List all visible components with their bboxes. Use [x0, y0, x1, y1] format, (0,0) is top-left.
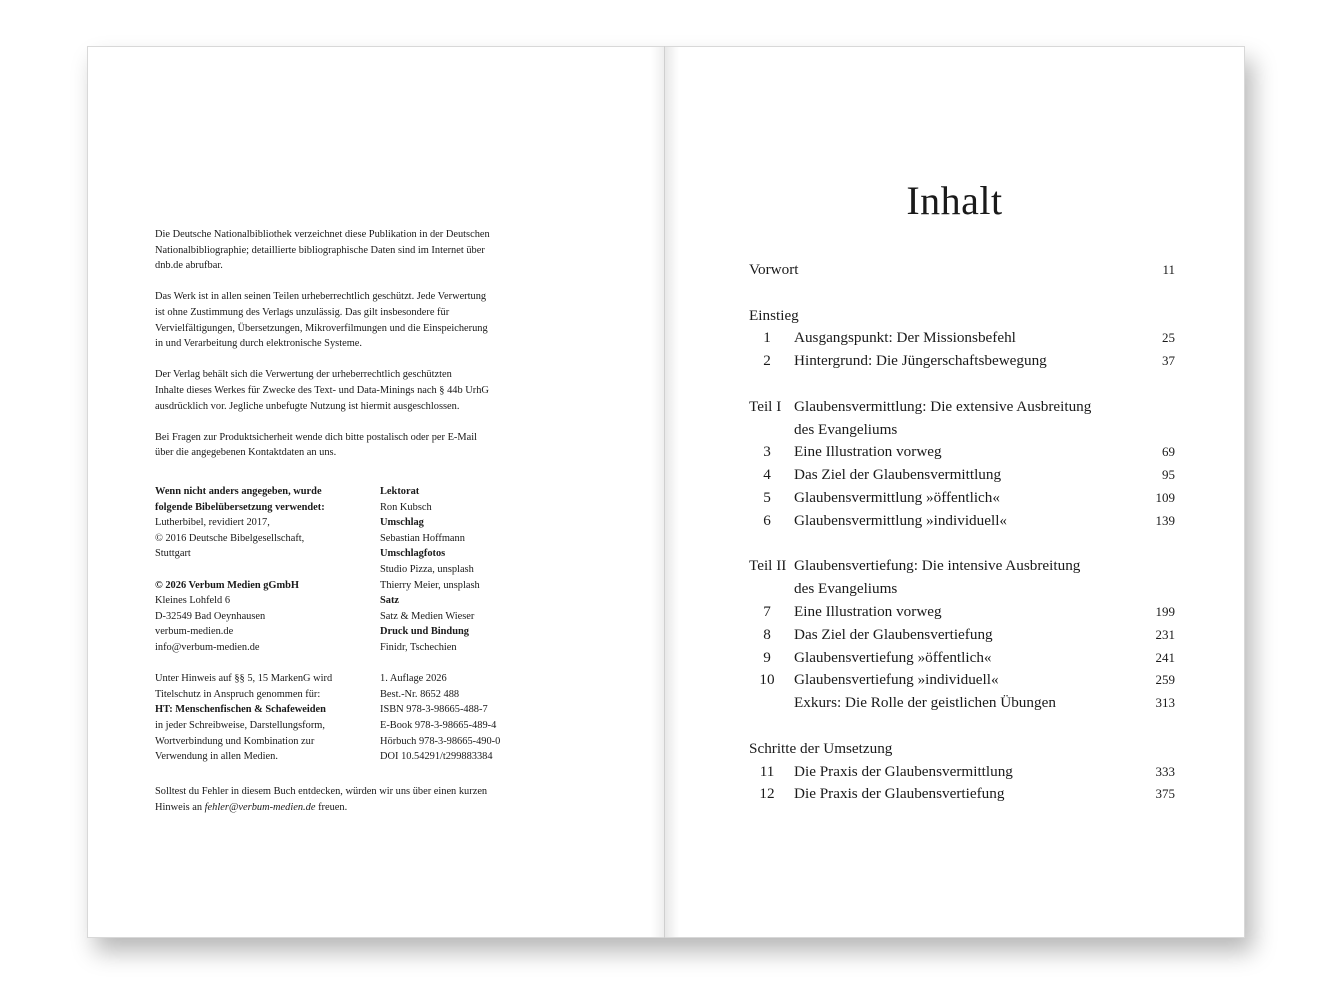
toc-entry: 5 Glaubensvermittlung »öffentlich« 109	[749, 487, 1093, 510]
toc-entry: 11 Die Praxis der Glaubensvermittlung 333	[749, 761, 1093, 784]
toc-entry: 8 Das Ziel der Glaubensvertiefung 231	[749, 624, 1093, 647]
publisher-name: © 2026 Verbum Medien gGmbH	[155, 579, 300, 591]
credit-label: Druck und Bindung	[380, 626, 469, 638]
tdm-notice: Der Verlag behält sich die Verwertung der urheberrechtlich geschützten Inhalte dieses Werkes für Zwecke des Text- und Data-Minings nach § 44b UrhG ausdrücklich vor. Jegliche unbefugte Nutzung ist hiermit ausgeschlossen.	[155, 369, 489, 412]
page-number: 11	[1162, 262, 1175, 277]
errata-email: fehler@verbum-medien.de	[204, 801, 316, 813]
toc-entry: 9 Glaubensvertiefung »öffentlich« 241	[749, 647, 1093, 670]
page-number: 199	[1155, 604, 1175, 619]
isbn: ISBN 978-3-98665-488-7	[380, 704, 488, 716]
part-heading-continued: des Evangeliums	[794, 580, 898, 598]
right-page	[665, 46, 1245, 938]
section-heading: Schritte der Umsetzung	[749, 739, 893, 757]
toc-entry: 6 Glaubensvermittlung »individuell« 139	[749, 510, 1093, 533]
page-number: 69	[1162, 444, 1175, 460]
page-number: 231	[1155, 626, 1175, 642]
page-number: 375	[1155, 786, 1175, 802]
part-heading: Teil II Glaubensvertiefung: Die intensive Ausbreitung	[749, 557, 1081, 575]
imprint-left-column: Wenn nicht anders angegeben, wurde folgende Bibelübersetzung verwendet: Lutherbibel, revidiert 2017, © 2016 Deutsche Bibelgesellschaft, Stuttgart © 2026 Verbum Medien gGmbH Kleines Lohfeld 6 D-32549 Bad Oeynhausen verbum-medien.de info@verbum-medien.de Unter Hinweis auf §§ 5, 15 MarkenG wird Titelschutz in Anspruch genommen für: HT: Menschenfischen & Schafeweiden in jeder Schreibweise, Darstellungsform, Wortverbindung und Kombination zur Verwendung in allen Medien.	[155, 484, 370, 765]
page-number: 139	[1155, 512, 1175, 528]
imprint-notices	[155, 227, 575, 477]
book-spread	[87, 46, 1245, 938]
section-heading: Einstieg	[749, 306, 799, 324]
page-number: 259	[1155, 672, 1175, 688]
toc-title: Inhalt	[906, 178, 1003, 223]
toc-entry-excursus: Exkurs: Die Rolle der geistlichen Übungen 313	[749, 692, 1093, 715]
toc-entry: 7 Eine Illustration vorweg 199	[749, 601, 1093, 624]
copyright-notice: Das Werk ist in allen seinen Teilen urheberrechtlich geschützt. Jede Verwertung ist ohne Zustimmung des Verlags unzulässig. Das gilt insbesondere für Vervielfältigungen, Übersetzungen, Mikroverfilmungen und die Einspeicherung in und Verarbeitung durch elektronische Systeme.	[155, 291, 488, 350]
trademark-notice: Unter Hinweis auf §§ 5, 15 MarkenG wird	[155, 673, 333, 685]
toc-entry: 4 Das Ziel der Glaubensvermittlung 95	[749, 464, 1093, 487]
page-number: 313	[1155, 695, 1175, 711]
credit-label: Umschlagfotos	[380, 548, 446, 560]
toc-entry: 2 Hintergrund: Die Jüngerschaftsbewegung 37	[749, 350, 1093, 373]
imprint-right-column: Lektorat Ron Kubsch Umschlag Sebastian Hoffmann Umschlagfotos Studio Pizza, unsplash Thierry Meier, unsplash Satz Satz & Medien Wieser Druck und Bindung Finidr, Tschechien 1. Auflage 2026 Best.-Nr. 8652 488 ISBN 978-3-98665-488-7 E-Book 978-3-98665-489-4 Hörbuch 978-3-98665-490-0 DOI 10.54291/t299883384	[380, 484, 580, 765]
page-number: 95	[1162, 467, 1175, 483]
page-number: 333	[1155, 763, 1175, 779]
page-number: 241	[1155, 649, 1175, 665]
doi: DOI 10.54291/t299883384	[380, 751, 493, 763]
credit-label: Lektorat	[380, 486, 420, 497]
page-number: 109	[1155, 490, 1175, 505]
safety-notice: Bei Fragen zur Produktsicherheit wende dich bitte postalisch oder per E-Mail über die angegebenen Kontaktdaten an uns.	[155, 431, 478, 459]
toc-entry: 1 Ausgangspunkt: Der Missionsbefehl 25	[749, 327, 1093, 350]
errata-notice: Solltest du Fehler in diesem Buch entdecken, würden wir uns über einen kurzen Hinweis an fehler@verbum-medien.de freuen.	[155, 786, 488, 813]
toc-entry: 12 Die Praxis der Glaubensvertiefung 375	[749, 783, 1093, 806]
credit-label: Umschlag	[380, 517, 424, 529]
toc-entry: 3 Eine Illustration vorweg 69	[749, 441, 1093, 464]
edition-info: 1. Auflage 2026	[380, 673, 447, 685]
left-page	[87, 46, 665, 938]
dnb-notice: Die Deutsche Nationalbibliothek verzeichnet diese Publikation in der Deutschen Nationalbibliographie; detaillierte bibliographische Daten sind im Internet über dnb.de abrufbar.	[155, 229, 490, 272]
publisher-email: info@verbum-medien.de	[155, 641, 260, 653]
bible-heading: Wenn nicht anders angegeben, wurde	[155, 486, 322, 497]
publisher-website: verbum-medien.de	[155, 626, 234, 638]
part-heading: Teil I Glaubensvermittlung: Die extensive Ausbreitung	[749, 397, 1092, 415]
page-number: 25	[1162, 330, 1175, 346]
page-number: 37	[1162, 353, 1175, 369]
toc-entry: 10 Glaubensvertiefung »individuell« 259	[749, 669, 1093, 692]
part-heading-continued: des Evangeliums	[794, 420, 898, 438]
credit-label: Satz	[380, 595, 400, 607]
toc-entry-vorwort: Vorwort 11	[749, 259, 1093, 282]
